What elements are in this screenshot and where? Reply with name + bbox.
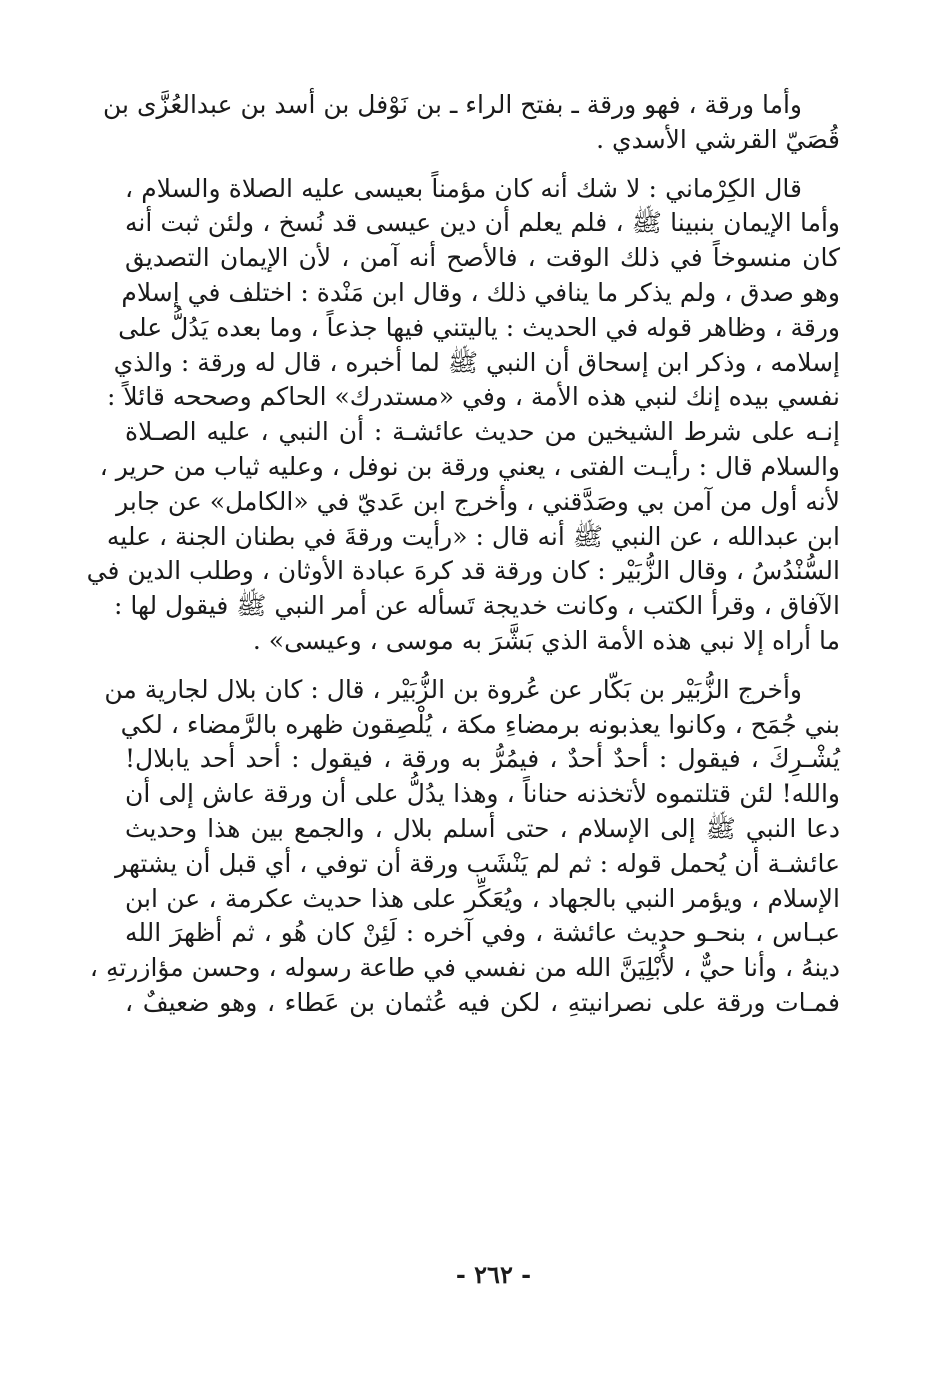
text-line: ابن عبدالله ، عن النبي ﷺ أنه قال : «رأيت ورقةَ في بطنان الجنة ، عليه <box>106 521 840 551</box>
text-line: نفسي بيده إنك لنبي هذه الأمة ، وفي «مستدرك» الحاكم وصححه قائلاً : <box>106 382 840 412</box>
paragraph-3 <box>89 673 841 1021</box>
text-line: وأما ورقة ، فهو ورقة ـ بفتح الراء ـ بن نَوْفل بن أسد بن عبدالعُزَّى بن <box>103 90 802 119</box>
text-line: قُصَيّ القرشي الأسدي . <box>596 124 840 154</box>
text-line: دعا النبي ﷺ إلى الإسلام ، حتى أسلم بلال ، والجمع بين هذا وحديث <box>125 813 840 843</box>
text-line: إسلامه ، وذكر ابن إسحاق أن النبي ﷺ لما أخبره ، قال له ورقة : والذي <box>113 347 840 377</box>
text-line: عبـاس ، بنحـو حديث عائشة ، وفي آخره : لَئِنْ كان هُو ، ثم أظهرَ الله <box>125 918 840 948</box>
text-line: كان منسوخاً في ذلك الوقت ، فالأصح أنه آمن ، لأن الإيمان التصديق <box>125 243 840 273</box>
text-line: ورقة ، وظاهر قوله في الحديث : ياليتني فيها جذعاً ، وما بعده يَدُلُّ على <box>118 312 840 342</box>
text-line: يُشْـرِكَ ، فيقول : أحدٌ أحدٌ ، فيمُرُّ به ورقة ، فيقول : أحد أحد يابلال! <box>125 744 841 774</box>
text-line: قال الكِرْماني : لا شك أنه كان مؤمناً بعيسى عليه الصلاة والسلام ، <box>125 173 802 203</box>
text-line: لأنه أول من آمن بي وصَدَّقني ، وأخرج ابن عَديّ في «الكامل» عن جابر <box>116 486 840 516</box>
text-line: ما أراه إلا نبي هذه الأمة الذي بَشَّرَ به موسى ، وعيسى» . <box>252 625 840 655</box>
text-line: وهو صدق ، ولم يذكر ما ينافي ذلك ، وقال ابن مَنْدة : اختلف في إسلام <box>121 277 840 307</box>
text-line: وأما الإيمان بنبينا ﷺ ، فلم يعلم أن دين عيسى قد نُسخ ، ولئن ثبت أنه <box>125 208 840 238</box>
text-line: بني جُمَح ، وكانوا يعذبونه برمضاءِ مكة ، يُلْصِقون ظهره بالرَّمضاء ، لكي <box>120 709 840 739</box>
page-number: - ٢٦٢ - <box>455 1260 532 1289</box>
text-line: والله! لئن قتلتموه لأتخذنه حناناً ، وهذا يدُلُّ على أن ورقة عاش إلى أن <box>125 779 840 809</box>
paragraph-2 <box>86 172 840 659</box>
text-line: الإسلام ، ويؤمر النبي بالجهاد ، ويُعَكِّر على هذا حديث عكرمة ، عن ابن <box>125 883 840 913</box>
text-line: إنـه على شرط الشيخين من حديث عائشـة : أن النبي ، عليه الصـلاة <box>125 417 840 447</box>
text-line: فمـات ورقة على نصرانيتهِ ، لكن فيه عُثمان بن عَطاء ، وهو ضعيفٌ ، <box>125 987 840 1017</box>
text-line: والسلام قال : رأيـت الفتى ، يعني ورقة بن نوفل ، وعليه ثياب من حرير ، <box>99 451 840 481</box>
text-line: وأخرج الزُّبَيْر بن بَكّار عن عُروة بن الزُّبَيْر ، قال : كان بلال لجارية من <box>104 674 802 704</box>
text-line: الآفاق ، وقرأ الكتب ، وكانت خديجة تَسأله عن أمر النبي ﷺ فيقول لها : <box>113 591 840 621</box>
text-line: دينهُ ، وأنا حيٌّ ، لأُبْلِيَنَّ الله من نفسي في طاعة رسوله ، وحسن مؤازرتهِ ، <box>89 953 840 983</box>
page-body <box>86 88 841 1035</box>
paragraph-1 <box>103 88 840 158</box>
text-line: السُّنْدُسُ ، وقال الزُّبَيْر : كان ورقة قد كرهَ عبادة الأوثان ، وطلب الدين في <box>86 556 840 586</box>
text-line: عائشـة أن يُحمل قوله : ثم لم يَنْشَب ورقة أن توفي ، أي قبل أن يشتهر <box>115 848 840 878</box>
